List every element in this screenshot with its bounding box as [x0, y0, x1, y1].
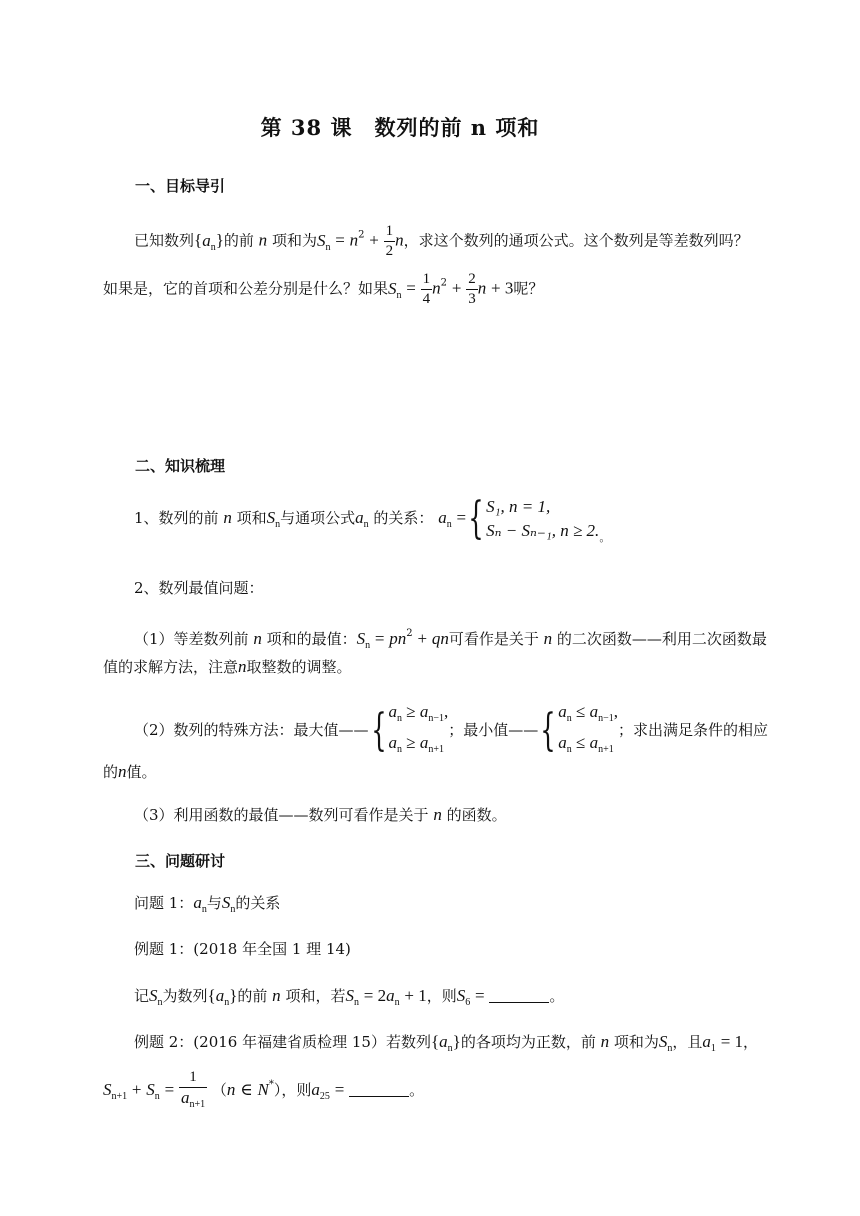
answer-blank — [349, 1080, 409, 1097]
text: ；最小值—— — [448, 721, 539, 739]
min-conditions: $a_n \le a_{n-1}$, $a_n \le a_{n+1}$ — [558, 702, 619, 755]
text: 。 — [549, 987, 565, 1005]
knowledge-item-2-3: （3）利用函数的最值——数列可看作是关于 n 的函数。 — [134, 805, 507, 824]
text: 的各项均为正数，前 — [460, 1033, 596, 1051]
text: 取整数的调整。 — [246, 658, 352, 676]
knowledge-item-2: 2、数列最值问题： — [134, 579, 264, 597]
section-heading-2: 二、知识梳理 — [135, 457, 226, 475]
text: （1）等差数列前 — [134, 630, 249, 648]
intro-line-2: 如果是，它的首项和公差分别是什么？如果$S_n$ = $\frac{1}{4}$ $n^2$ + $\frac{2}{3}$ n + 3呢？ — [103, 271, 544, 307]
text: 项和为 — [613, 1033, 659, 1051]
text: 的前 — [223, 231, 254, 250]
text: 为数列 — [162, 987, 208, 1005]
text: 的二次函数——利用二次函数最 — [556, 630, 767, 648]
example-1-body: 记$S_n$为数列$\{a_n\}$的前 n 项和，若$S_n = 2a_n + 1$，则$S_6$ = 。 — [134, 986, 565, 1008]
fraction-quarter: $\frac{1}{4}$ — [422, 271, 431, 307]
text: 1、数列的前 — [134, 509, 219, 527]
text: 与通项公式 — [280, 509, 356, 527]
text: 的关系： — [373, 509, 434, 527]
text: 如果是，它的首项和公差分别是什么？如果 — [103, 279, 389, 298]
text: ；求出满足条件的相应 — [618, 721, 769, 739]
text: 值。 — [126, 763, 157, 781]
section-heading-1: 一、目标导引 — [135, 177, 226, 195]
text: ， — [743, 1033, 759, 1051]
text: 记 — [134, 987, 150, 1005]
text: ），则 — [273, 1081, 312, 1099]
text: （ — [211, 1081, 227, 1099]
text: 。 — [599, 531, 611, 544]
text: 的函数。 — [446, 806, 507, 824]
knowledge-item-2-1-cont: 值的求解方法，注意n取整数的调整。 — [103, 657, 352, 676]
section-heading-3: 三、问题研讨 — [135, 852, 226, 870]
text: ，且 — [672, 1033, 703, 1051]
text: 的 — [103, 763, 119, 781]
text: （3）利用函数的最值——数列可看作是关于 — [134, 806, 429, 824]
knowledge-item-2-2-cont: 的n值。 — [103, 762, 157, 781]
text: ，则 — [426, 987, 457, 1005]
piecewise-cases: S₁, n = 1, Sₙ − Sₙ₋₁, n ≥ 2. — [486, 497, 600, 540]
example-2-line-1: 例题 2：(2016 年福建省质检理 15）若数列$\{a_n\}$的各项均为正数，前 n 项和为$S_n$，且$a_1 = 1$， — [134, 1032, 759, 1054]
text: 项和为 — [271, 231, 317, 250]
text: 问题 1： — [134, 894, 194, 912]
text: 已知数列 — [134, 231, 195, 250]
text: 呢？ — [513, 279, 544, 298]
knowledge-item-2-2: （2）数列的特殊方法：最大值——{ $a_n \ge a_{n-1}$, $a_n \ge a_{n+1}$ ；最小值——{ $a_n \le a_{n-1}$, $a_n \le a_{n+1}$ ；求出满足条件的相应 — [134, 700, 768, 762]
knowledge-item-1: 1、数列的前 n 项和$S_n$与通项公式$a_n$ 的关系： $a_n$ ={ S₁, n = 1, Sₙ − Sₙ₋₁, n ≥ 2. $_。$ — [134, 493, 611, 544]
text: 可看作是关于 — [448, 630, 539, 648]
text: 与 — [206, 894, 222, 912]
fraction-two-thirds: $\frac{2}{3}$ — [468, 271, 476, 307]
text: 的前 — [237, 987, 268, 1005]
max-conditions: $a_n \ge a_{n-1}$, $a_n \ge a_{n+1}$ — [388, 702, 449, 755]
example-2-line-2: $S_{n+1} + S_n$ = $\frac{1}{a_{n+1}}$ （n ∈ N*），则$a_{25}$ = 。 — [103, 1068, 424, 1114]
example-1-title: 例题 1：(2018 年全国 1 理 14) — [134, 940, 351, 958]
text: 项和 — [236, 509, 267, 527]
text: 项和的最值： — [266, 630, 357, 648]
text: 的关系 — [235, 894, 281, 912]
text: 值的求解方法，注意 — [103, 658, 239, 676]
text: 项和，若 — [285, 987, 346, 1005]
text: 例题 2：(2016 年福建省质检理 15）若数列 — [134, 1033, 431, 1051]
text: ，求这个数列的通项公式。这个数列是等差数列吗？ — [403, 231, 749, 250]
fraction-reciprocal: $\frac{1}{a_{n+1}}$ — [180, 1069, 206, 1110]
knowledge-item-2-1: （1）等差数列前 n 项和的最值：$S_n = pn^2$ + qn可看作是关于 n 的二次函数——利用二次函数最 — [134, 628, 767, 651]
problem-1-title: 问题 1：$a_n$与$S_n$的关系 — [134, 893, 281, 915]
fraction-half: $\frac{1}{2}$ — [385, 223, 394, 259]
text: （2）数列的特殊方法：最大值—— — [134, 721, 369, 739]
intro-line-1: 已知数列$\{a_n\}$的前 n 项和为$S_n = n^2$ + $\frac{1}{2}$ n，求这个数列的通项公式。这个数列是等差数列吗？ — [134, 223, 749, 259]
text: 。 — [409, 1081, 425, 1099]
page-title: 第 38 课 数列的前 n 项和 — [260, 115, 540, 140]
answer-blank — [489, 986, 549, 1003]
